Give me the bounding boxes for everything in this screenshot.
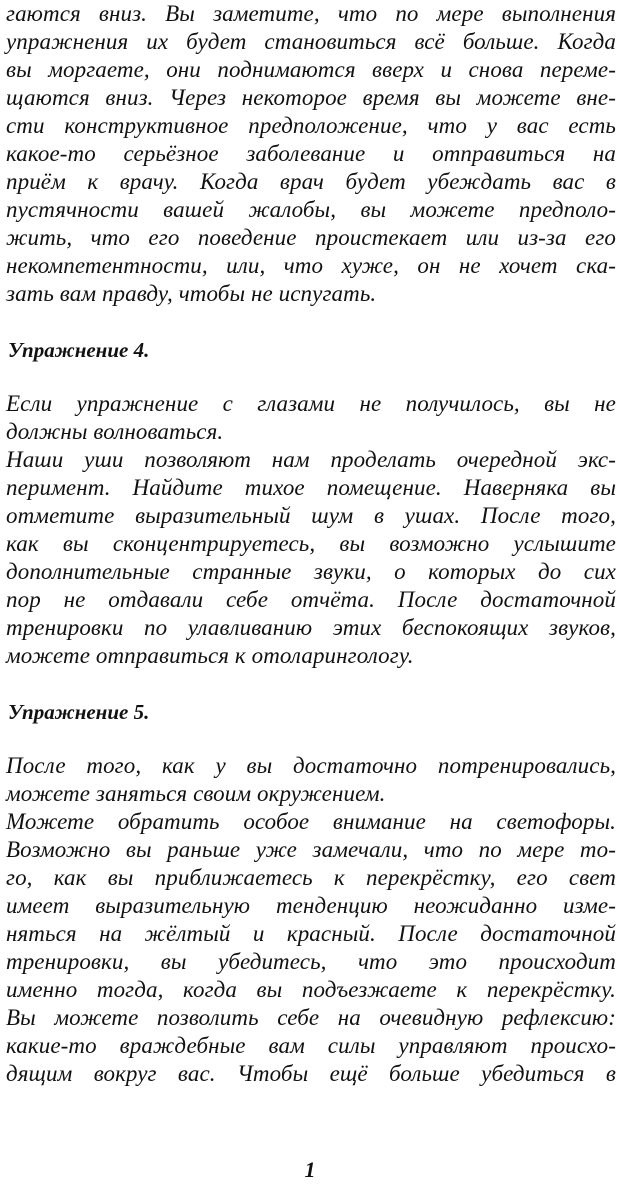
text-line: тренировки, вы убедитесь, что это происходит	[6, 949, 616, 974]
text-line: пустячности вашей жалобы, вы можете предполо-	[6, 197, 616, 222]
text-line: го, как вы приближаетесь к перекрёстку, его свет	[6, 865, 616, 890]
text-line: можете заняться своим окружением.	[6, 781, 386, 806]
text-line: отметите выразительный шум в ушах. После того,	[6, 503, 616, 528]
text-line: должны волноваться.	[6, 419, 224, 444]
text-line: тренировки по улавливанию этих беспокоящих звуков,	[6, 615, 616, 640]
exercise-4-paragraph-b	[6, 446, 616, 670]
text-line: гаются вниз. Вы заметите, что по мере выполнения	[6, 1, 616, 26]
page-number: 1	[304, 1157, 316, 1182]
text-line: зать вам правду, чтобы не испугать.	[6, 281, 377, 306]
text-line: какие-то враждебные вам силы управляют происхо-	[6, 1033, 616, 1058]
text-line: дящим вокруг вас. Чтобы ещё больше убедиться в	[6, 1061, 616, 1086]
text-line: После того, как у вы достаточно потренировались,	[6, 753, 616, 778]
text-line: дополнительные странные звуки, о которых до сих	[6, 559, 616, 584]
text-line: Можете обратить особое внимание на светофоры.	[6, 809, 616, 834]
text-line: перимент. Найдите тихое помещение. Наверняка вы	[6, 475, 616, 500]
exercise-5-paragraph-b	[6, 808, 616, 1088]
text-line: сти конструктивное предположение, что у вас есть	[6, 113, 616, 138]
text-line: можете отправиться к отоларингологу.	[6, 643, 414, 668]
text-line: как вы сконцентрируетесь, вы возможно услышите	[6, 531, 616, 556]
text-line: некомпетентности, или, что хуже, он не хочет ска-	[6, 253, 616, 278]
text-line: жить, что его поведение проистекает или из-за его	[6, 225, 616, 250]
text-line: приём к врачу. Когда врач будет убеждать вас в	[6, 169, 616, 194]
text-line: какое-то серьёзное заболевание и отправиться на	[6, 141, 616, 166]
paragraph-continuation	[6, 0, 616, 308]
text-line: имеет выразительную тенденцию неожиданно изме-	[6, 893, 616, 918]
text-line: щаются вниз. Через некоторое время вы можете вне-	[6, 85, 616, 110]
exercise-4-paragraph-a	[6, 390, 616, 446]
text-line: Наши уши позволяют нам проделать очередной экс-	[6, 447, 616, 472]
text-line: Вы можете позволить себе на очевидную рефлексию:	[6, 1005, 616, 1030]
text-line: няться на жёлтый и красный. После достаточной	[6, 921, 616, 946]
text-line: Если упражнение с глазами не получилось, вы не	[6, 391, 616, 416]
text-line: вы моргаете, они поднимаются вверх и снова переме-	[6, 57, 616, 82]
text-line: именно тогда, когда вы подъезжаете к перекрёстку.	[6, 977, 616, 1002]
text-line: Возможно вы раньше уже замечали, что по мере то-	[6, 837, 616, 862]
exercise-5-paragraph-a	[6, 752, 616, 808]
exercise-4-heading: Упражнение 4.	[8, 338, 150, 362]
text-line: пор не отдавали себе отчёта. После достаточной	[6, 587, 616, 612]
book-page	[6, 0, 616, 1088]
exercise-5-heading: Упражнение 5.	[8, 700, 150, 724]
text-line: упражнения их будет становиться всё больше. Когда	[6, 29, 616, 54]
